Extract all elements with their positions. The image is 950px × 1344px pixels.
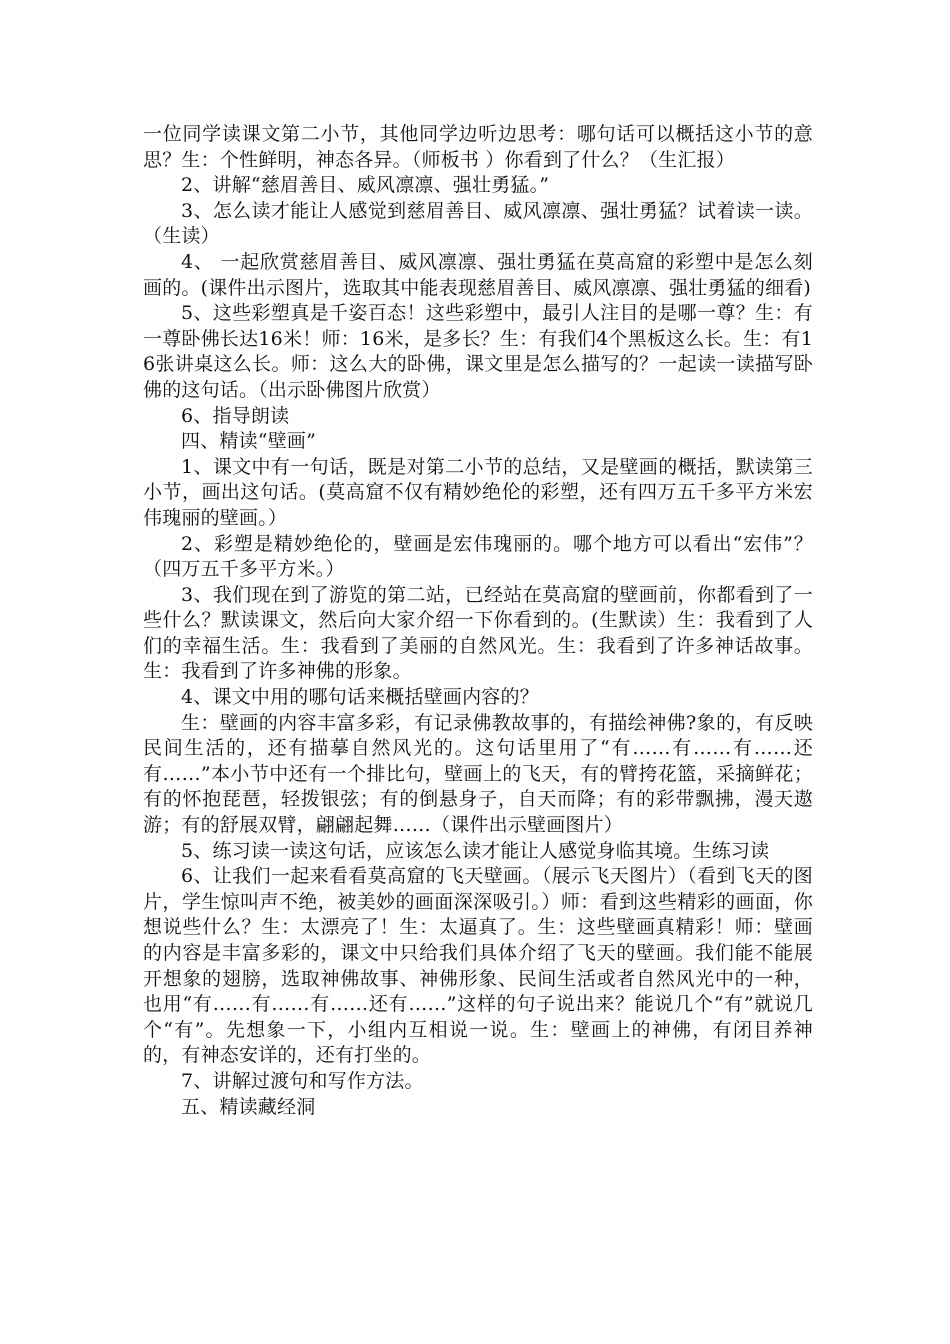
paragraph-1: 一位同学读课文第二小节，其他同学边听边思考：哪句话可以概括这小节的意思？生：个性鲜明，神态各异。（师板书 ）你看到了什么？（生汇报）: [143, 123, 813, 171]
document-body: [143, 122, 813, 1120]
paragraph-12: 生：壁画的内容丰富多彩，有记录佛教故事的，有描绘神佛?象的，有反映民间生活的，还有描摹自然风光的。这句话里用了“有……有……有……还有……”本小节中还有一个排比句，壁画上的飞天，有的臂挎花篮，采摘鲜花；有的怀抱琵琶，轻拨银弦；有的倒悬身子，自天而降；有的彩带飘拂，漫天遨游；有的舒展双臂，翩翩起舞……（课件出示壁画图片）: [143, 711, 813, 837]
paragraph-4: 4、 一起欣赏慈眉善目、威风凛凛、强壮勇猛在莫高窟的彩塑中是怎么刻画的。(课件出示图片，选取其中能表现慈眉善目、威风凛凛、强壮勇猛的细看): [143, 250, 813, 299]
paragraph-14: 6、让我们一起来看看莫高窟的飞天壁画。（展示飞天图片）（看到飞天的图片，学生惊叫声不绝，被美妙的画面深深吸引。）师：看到这些精彩的画面，你想说些什么？生：太漂亮了！生：太逼真了。生：这些壁画真精彩！师：壁画的内容是丰富多彩的，课文中只给我们具体介绍了飞天的壁画。我们能不能展开想象的翅膀，选取神佛故事、神佛形象、民间生活或者自然风光中的一种，也用“有……有……有……还有……”这样的句子说出来？能说几个“有”就说几个“有”。先想象一下，小组内互相说一说。生：壁画上的神佛，有闭目养神的，有神态安详的，还有打坐的。: [143, 865, 813, 1067]
section-heading-4: 四、精读“壁画”: [181, 430, 317, 453]
paragraph-2: 2、讲解“慈眉善目、威风凛凛、强壮勇猛。”: [181, 174, 550, 197]
paragraph-10: 3、我们现在到了游览的第二站，已经站在莫高窟的壁画前，你都看到了一些什么？默读课文，然后向大家介绍一下你看到的。(生默读）生：我看到了人们的幸福生活。生：我看到了美丽的自然风光。生：我看到了许多神话故事。生：我看到了许多神佛的形象。: [143, 583, 813, 683]
section-heading-5: 五、精读藏经洞: [181, 1095, 316, 1118]
paragraph-3: 3、怎么读才能让人感觉到慈眉善目、威风凛凛、强壮勇猛？试着读一读。（生读）: [143, 199, 813, 248]
paragraph-13: 5、练习读一读这句话，应该怎么读才能让人感觉身临其境。生练习读: [181, 839, 770, 862]
paragraph-15: 7、讲解过渡句和写作方法。: [181, 1069, 424, 1092]
paragraph-11: 4、课文中用的哪句话来概括壁画内容的？: [181, 686, 539, 709]
paragraph-8: 1、课文中有一句话，既是对第二小节的总结，又是壁画的概括，默读第三小节，画出这句话。(莫高窟不仅有精妙绝伦的彩塑，还有四万五千多平方米宏伟瑰丽的壁画。）: [143, 455, 813, 529]
paragraph-6: 6、指导朗读: [181, 404, 290, 427]
paragraph-9: 2、彩塑是精妙绝伦的，壁画是宏伟瑰丽的。哪个地方可以看出“宏伟”？（四万五千多平方米。）: [143, 532, 813, 581]
paragraph-5: 5、这些彩塑真是千姿百态！这些彩塑中，最引人注目的是哪一尊？生：有一尊卧佛长达16米！师：16米，是多长？生：有我们4个黑板这么长。生：有16张讲桌这么长。师：这么大的卧佛，课文里是怎么描写的？一起读一读描写卧佛的这句话。（出示卧佛图片欣赏）: [143, 302, 813, 401]
